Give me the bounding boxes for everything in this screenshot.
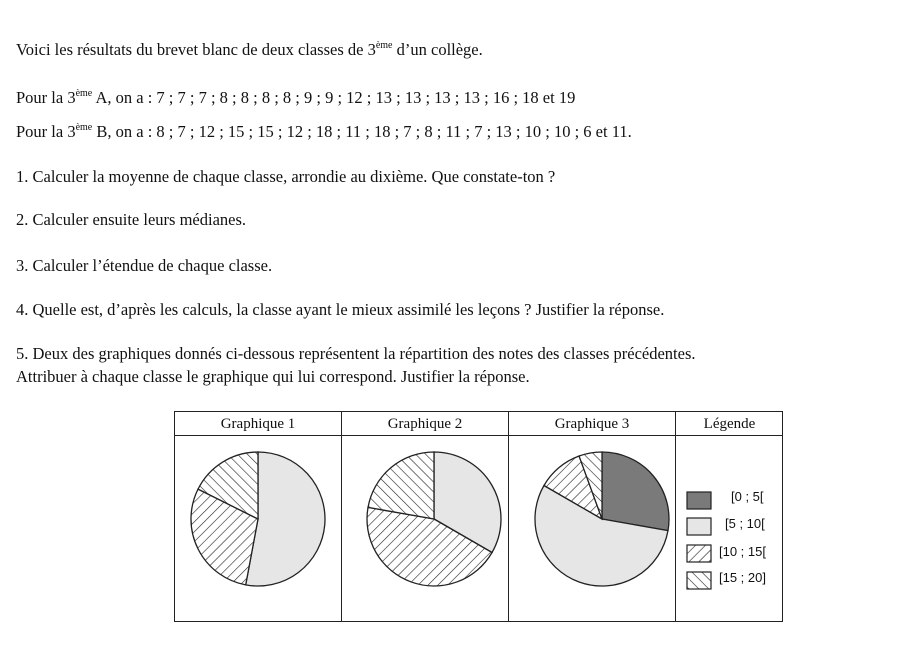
pie-3-slice-0-5 [602,452,669,531]
header-legende: Légende [703,416,756,432]
class-b-line [16,122,632,142]
class-a-sup: ème [75,88,93,99]
column-divider [341,412,342,621]
legend-label-5-10: [5 ; 10[ [725,516,765,531]
legend-label-0-5: [0 ; 5[ [731,489,764,504]
legend-swatch-10-15 [687,545,711,562]
class-a-prefix: Pour la 3 [16,88,76,107]
graphs-table [174,411,783,622]
intro-sup: ème [375,40,393,51]
intro-prefix: Voici les résultats du brevet blanc de deux classes de 3 [16,40,376,59]
legend-label-15-20: [15 ; 20] [719,570,766,585]
class-a-values: A, on a : 7 ; 7 ; 7 ; 8 ; 8 ; 8 ; 8 ; 9 ; 9 ; 12 ; 13 ; 13 ; 13 ; 13 ; 16 ; 18 et 19 [92,88,576,107]
header-graphique-3: Graphique 3 [554,416,630,432]
header-graphique-2: Graphique 2 [387,416,463,432]
question-5-continued: Attribuer à chaque classe le graphique qui lui correspond. Justifier la réponse. [16,367,530,386]
pie-charts [175,412,784,623]
legend-swatch-5-10 [687,518,711,535]
intro-line [16,40,483,60]
class-b-prefix: Pour la 3 [16,122,76,141]
legend-label-10-15: [10 ; 15[ [719,544,766,559]
question-4: 4. Quelle est, d’après les calculs, la classe ayant le mieux assimilé les leçons ? Justifier la réponse. [16,300,665,319]
question-5: 5. Deux des graphiques donnés ci-dessous représentent la répartition des notes des classes précédentes. [16,344,696,363]
intro-suffix: d’un collège. [392,40,483,59]
class-b-sup: ème [75,122,93,133]
pie-2-slice-15-20 [368,452,434,519]
column-divider [675,412,676,621]
question-2: 2. Calculer ensuite leurs médianes. [16,210,247,229]
legend-swatch-0-5 [687,492,711,509]
header-divider [175,435,782,436]
class-a-line [16,88,575,108]
class-b-values: B, on a : 8 ; 7 ; 12 ; 15 ; 15 ; 12 ; 18 ; 11 ; 18 ; 7 ; 8 ; 11 ; 7 ; 13 ; 10 ; 10 ; 6 et 11. [92,122,632,141]
column-divider [508,412,509,621]
header-graphique-1: Graphique 1 [220,416,296,432]
legend-swatch-15-20 [687,572,711,589]
question-1: 1. Calculer la moyenne de chaque classe, arrondie au dixième. Que constate-ton ? [16,167,556,186]
question-3: 3. Calculer l’étendue de chaque classe. [16,256,273,275]
